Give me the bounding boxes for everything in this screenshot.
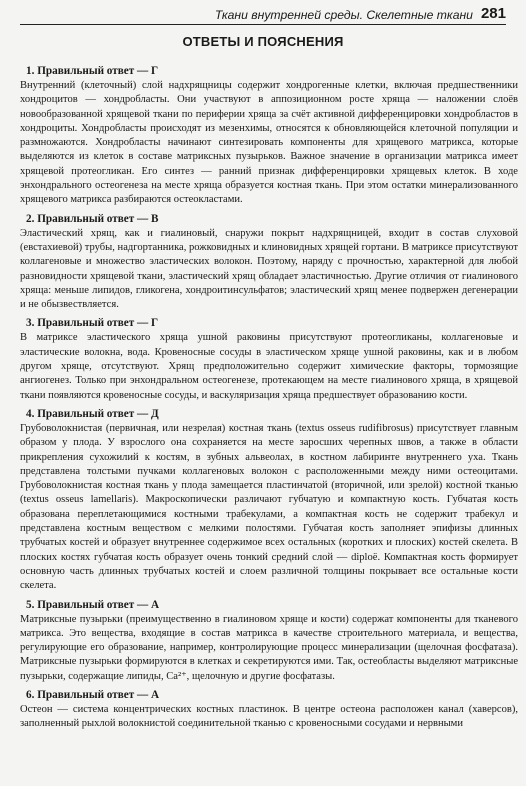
answer-4 [20,407,518,594]
answer-3 [20,316,518,402]
answer-5 [20,598,518,684]
answer-heading: 3. Правильный ответ — Г [26,317,159,330]
answer-heading: 6. Правильный ответ — А [26,688,160,701]
answer-heading: 5. Правильный ответ — А [26,598,160,611]
answer-text: В матриксе эластического хряща ушной раковины присутствуют протеогликаны, коллагеновые и эластические волокна, вода. Кровеносные сосуды в эластическом хряще ушной раковины, как и в любом другом хряще, отсутствуют. Хрящ предположительно содержит химические факторы, тормозящие ангиогенез. Только при энхондральном остеогенезе, протекающем на месте гиалинового хряща, в хрящевой ткани появляются кровеносные сосуды, и васкуляризация хряща предшествует образованию кости. [20,332,518,401]
answer-text: Внутренний (клеточный) слой надхрящницы содержит хондрогенные клетки, включая предшественники хондроцитов — хондробласты. Они участвуют в аппозиционном росте хряща — наложении слоёв новообразованной хрящевой ткани по периферии хряща за счёт активной дифференцировки хондробластов в хондроциты. Хондробласты происходят из мезенхимы, относятся к обновляющейся клеточной популяции и размножаются. Хондробласты начинают синтезировать компоненты для хрящевого матрикса, которые выделяются из клеток в составе матриксных пузырьков. Важное значение в организации матрикса имеет хрящевой протеогликан. Его синтез — ранний признак дифференцировки хрящевых клеток. В ходе энхондрального остеогенеза на месте хряща образуется костная ткань. При этом остатки минерализованного хрящевого матрикса разбираются остеокластами. [20,80,518,206]
running-head [20,4,506,25]
page-number: 281 [480,5,506,22]
answer-heading: 2. Правильный ответ — В [26,212,159,225]
answer-1 [20,64,518,208]
answer-text: Матриксные пузырьки (преимущественно в гиалиновом хряще и кости) содержат компоненты для тканевого матрикса. Это вещества, входящие в состав матрикса в качестве строительного материала, и вещества, регулирующие его образование, например, контролирующие процесс минерализации (щелочная фосфатаза). Матриксные пузырьки формируются в клетках и секретируются ими. Так, остеобласты выделяют матриксные пузырьки, содержащие липиды, Ca²⁺, щелочную и другие фосфатазы. [20,613,518,682]
answer-text: Грубоволокнистая (первичная, или незрелая) костная ткань (textus osseus rudifibrosus) присутствует главным образом у плода. У взрослого она сохраняется на месте заросших черепных швов, а также в области прикрепления сухожилий к костям, в зубных альвеолах, в костном лабиринте внутреннего уха. Ткань представлена толстыми пучками коллагеновых волокон с расположенными между ними остеоцитами. Грубоволокнистая костная ткань у плода замещается пластинчатой (вторичной, или зрелой) костной тканью (textus osseus lamellaris). Макроскопически различают губчатую и компактную кость. Губчатая кость образована переплетающимися костными трабекулами, а компактная кость не содержит трабекул и представлена костным веществом с мелкими полостями. Губчатая кость заполняет эпифизы длинных трубчатых костей и образует внутреннее содержимое всех остальных (коротких и плоских) костей скелета. В плоских костях губчатая кость образует очень тонкий средний слой — diploë. Компактная кость формирует основную часть длинных трубчатых костей и слоем различной толщины покрывает все остальные кости скелета. [20,422,518,592]
chapter-title: Ткани внутренней среды. Скелетные ткани [214,8,473,22]
answer-heading: 4. Правильный ответ — Д [26,407,159,420]
section-title: ОТВЕТЫ И ПОЯСНЕНИЯ [182,34,344,49]
answer-text: Остеон — система концентрических костных пластинок. В центре остеона расположен канал (хаверсов), заполненный рыхлой волокнистой соединительной тканью с кровеносными сосудами и нервными [20,703,518,730]
answer-text: Эластический хрящ, как и гиалиновый, снаружи покрыт надхрящницей, входит в состав слуховой (евстахиевой) трубы, надгортанника, рожковидных и клиновидных хрящей гортани. В матриксе присутствуют коллагеновые и множество эластических волокон. Поэтому, наряду с прочностью, характерной для любой разновидности хрящевой ткани, эластический хрящ обладает эластичностью. Другие отличия от гиалинового хряща: меньше липидов, гликогена, хондроитинсульфатов; эластический хрящ менее подвержен дегенерации и не обызвествляется. [20,227,518,311]
answer-2 [20,212,518,313]
answer-6 [20,688,518,732]
answers-list [20,64,518,736]
answer-heading: 1. Правильный ответ — Г [26,65,159,77]
